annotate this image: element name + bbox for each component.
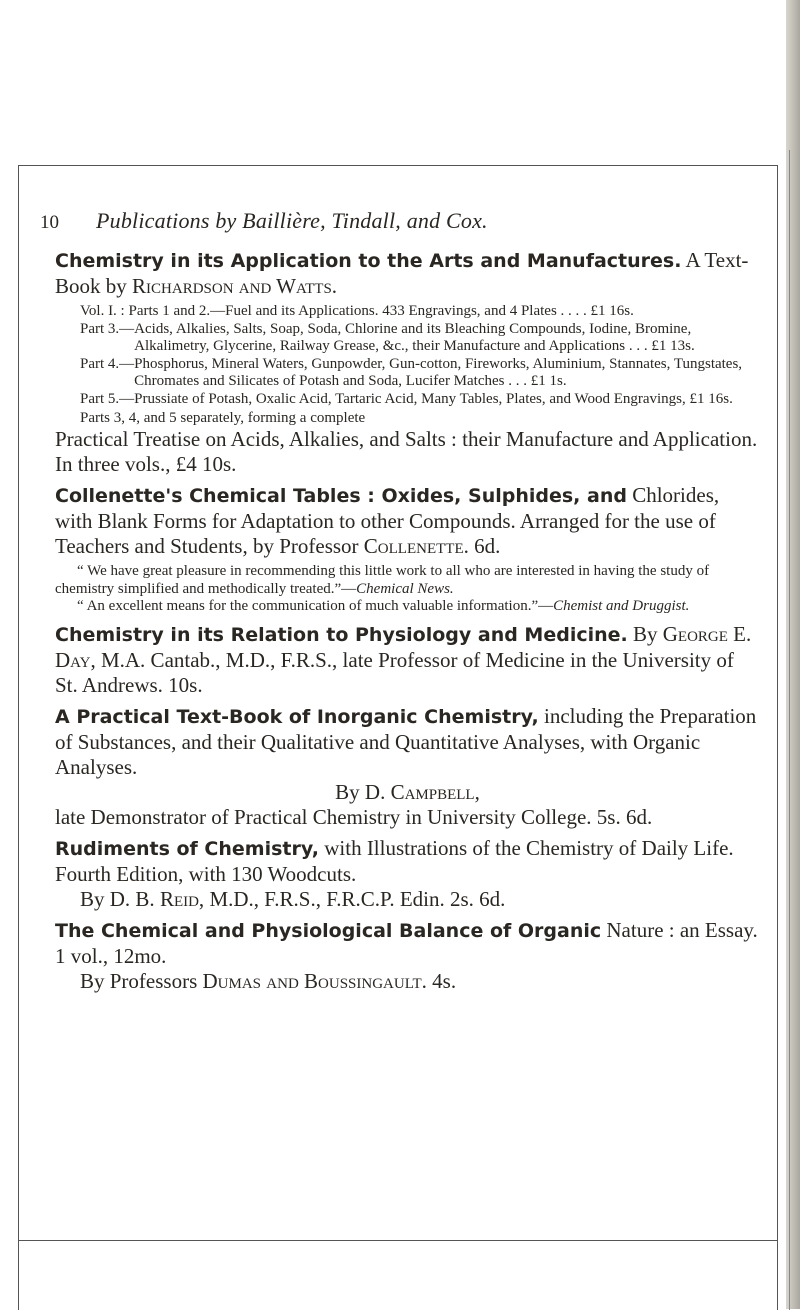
review-quote: “ We have great pleasure in recommending this little work to all who are interested in having the study of chemistry simplified and methodically treated.”—Chemical News.: [55, 563, 710, 597]
entry-title: Rudiments of Chemistry,: [55, 837, 319, 860]
entry-price: 4s.: [432, 968, 457, 993]
review-quote: “ An excellent means for the communication of much valuable information.”—Chemist and Druggist.: [77, 598, 690, 614]
page-number: 10: [40, 212, 59, 233]
entry-description: Chlorides, with Blank Forms for Adaptation to other Compounds. Arranged for the use of Teachers and Students, by Professor: [55, 483, 720, 558]
volume-parts: [40, 303, 760, 408]
part-row: [80, 356, 760, 391]
by-line: By D. B. Reid, M.D., F.R.S., F.R.C.P. Edin. 2s. 6d.: [80, 886, 506, 911]
entry-description: including the Preparation of Substances, and their Qualitative and Quantitative Analyses, with Organic Analyses.: [55, 703, 757, 779]
entry-authors: Richardson and Watts.: [132, 274, 338, 298]
entry-description: Nature : an Essay. 1 vol., 12mo.: [55, 917, 758, 968]
entry-heading: [40, 248, 760, 299]
part-row: [80, 391, 760, 409]
part-label: Part 5.—: [80, 390, 135, 407]
part-row: [80, 321, 760, 356]
entry-author: Reid,: [159, 886, 205, 911]
part-label: Part 4.—: [80, 355, 135, 372]
review-quotes: [40, 563, 760, 616]
bottom-rule: [18, 1240, 778, 1241]
margin-rule: [789, 150, 790, 1310]
running-head: [40, 208, 760, 234]
entry-heading: [40, 836, 760, 887]
part-text: Prussiate of Potash, Oxalic Acid, Tartaric Acid, Many Tables, Plates, and Wood Engravings, £1 16s.: [134, 390, 733, 407]
entry-subtitle: A Text-Book by: [55, 248, 749, 298]
entry-author: Dumas and Boussingault.: [202, 968, 427, 993]
by-line: By Professors Dumas and Boussingault. 4s.: [80, 968, 457, 993]
catalog-entry: [40, 483, 760, 616]
entry-price: 6d.: [474, 534, 501, 558]
entry-description: M.A. Cantab., M.D., F.R.S., late Professor of Medicine in the University of St. Andrews. 10s.: [55, 647, 734, 697]
part-row: [80, 303, 760, 321]
quote-source: Chemist and Druggist.: [553, 598, 690, 614]
entry-title: The Chemical and Physiological Balance of Organic: [55, 919, 602, 942]
by-line: By D. Campbell,: [335, 779, 480, 804]
entry-author: George E. Day,: [55, 621, 752, 672]
entry-title: A Practical Text-Book of Inorganic Chemistry,: [55, 705, 539, 728]
part-text: Acids, Alkalies, Salts, Soap, Soda, Chlorine and its Bleaching Compounds, Iodine, Bromine, Alkalimetry, Glycerine, Railway Grease, &c., their Manufacture and Applications . . . £1 13s.: [134, 320, 695, 354]
catalog-entry: [40, 704, 760, 830]
catalog-entry: [40, 622, 760, 698]
entry-heading: [40, 704, 760, 780]
entry-title: Chemistry in its Relation to Physiology and Medicine.: [55, 623, 628, 646]
parts-note: Parts 3, 4, and 5 separately, forming a complete: [80, 410, 366, 426]
catalog-entry: [40, 836, 760, 912]
catalog-entry: [40, 918, 760, 994]
part-label: Parts 1 and 2.—: [128, 303, 226, 319]
entry-author: Collenette.: [363, 534, 469, 558]
entry-author: Campbell,: [390, 779, 480, 804]
part-label: Part 3.—: [80, 320, 135, 337]
page-content: [40, 208, 760, 1000]
part-text: Fuel and its Applications. 433 Engravings, and 4 Plates . . . . £1 16s.: [225, 303, 634, 319]
author-affiliation: late Demonstrator of Practical Chemistry in University College. 5s. 6d.: [55, 804, 653, 829]
entry-title: Collenette's Chemical Tables : Oxides, Sulphides, and: [55, 485, 627, 507]
part-text: Phosphorus, Mineral Waters, Gunpowder, Gun-cotton, Fireworks, Aluminium, Stannates, Tungstates, Chromates and Silicates of Potash and Soda, Lucifer Matches . . . £1 1s.: [134, 355, 743, 389]
entry-heading: Chemistry in its Relation to Physiology and Medicine. By George E. Day, M.A. Cantab., M.D., F.R.S., late Professor of Medicine in the University of St. Andrews. 10s.: [55, 621, 752, 697]
treatise-line: Practical Treatise on Acids, Alkalies, and Salts : their Manufacture and Application. In three vols., £4 10s.: [55, 427, 758, 476]
entry-title: Chemistry in its Application to the Arts and Manufactures.: [55, 250, 682, 272]
entry-description: with Illustrations of the Chemistry of Daily Life. Fourth Edition, with 130 Woodcuts.: [55, 835, 734, 886]
volume-label: Vol. I. :: [80, 303, 125, 319]
running-title: Publications by Baillière, Tindall, and Cox.: [96, 208, 488, 233]
catalog-entry: [40, 248, 760, 477]
entry-heading: [40, 918, 760, 969]
quote-source: Chemical News.: [356, 580, 454, 597]
entry-heading: [40, 483, 760, 559]
